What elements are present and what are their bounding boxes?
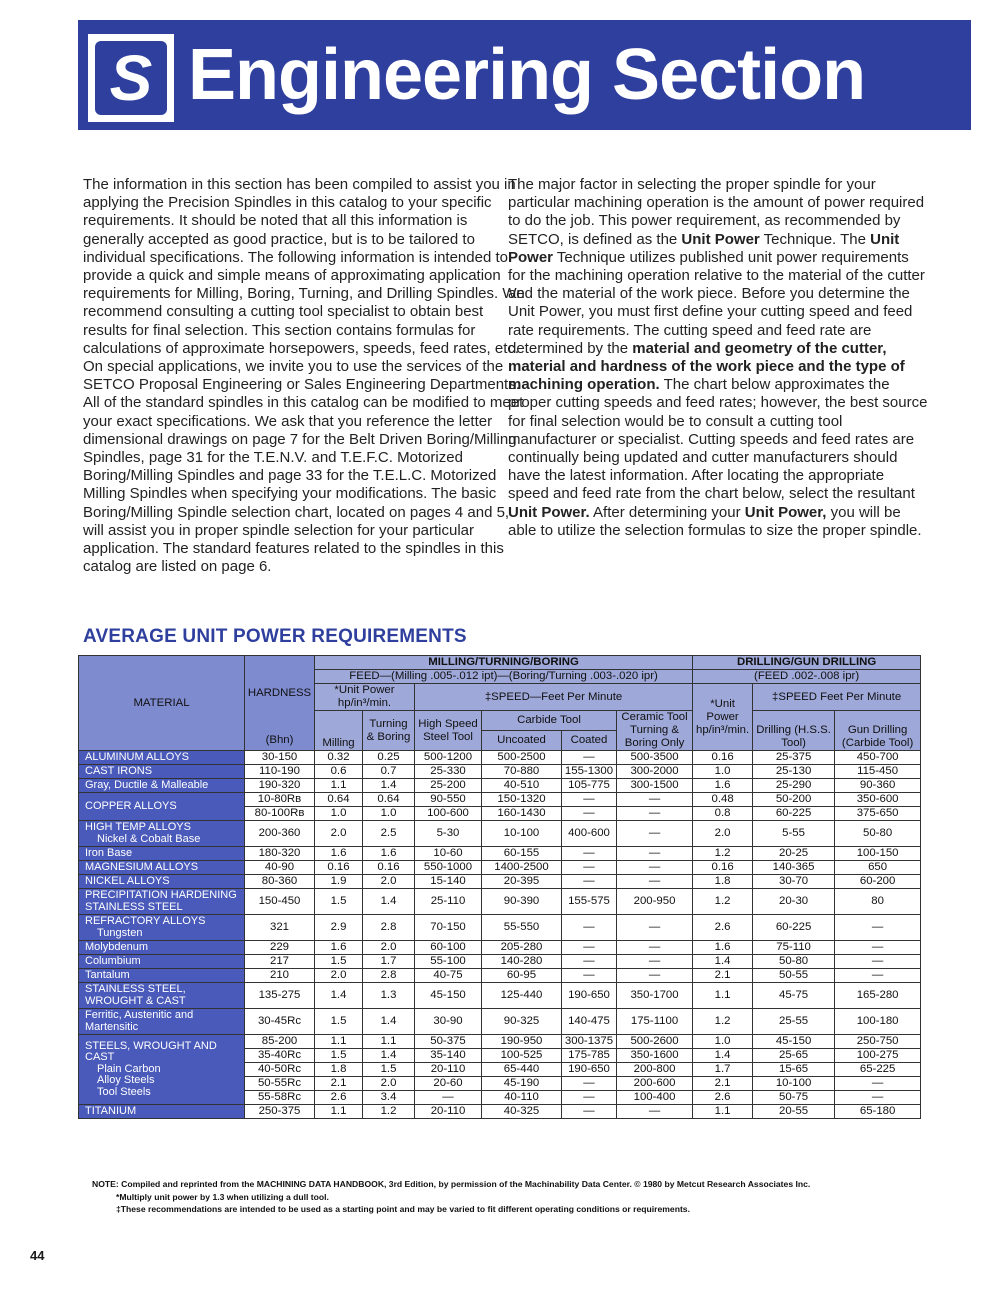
- value-cell: 350-600: [835, 793, 921, 807]
- value-cell: 250-750: [835, 1035, 921, 1049]
- value-cell: 1.1: [315, 1035, 363, 1049]
- value-cell: 5-55: [753, 821, 835, 847]
- hardness-cell: 110-190: [245, 765, 315, 779]
- value-cell: —: [835, 1077, 921, 1091]
- value-cell: —: [562, 969, 617, 983]
- value-cell: 2.9: [315, 915, 363, 941]
- value-cell: —: [562, 751, 617, 765]
- value-cell: 50-75: [753, 1091, 835, 1105]
- material-cell: HIGH TEMP ALLOYS Nickel & Cobalt Base: [79, 821, 245, 847]
- value-cell: 60-100: [415, 941, 482, 955]
- material-cell: Tantalum: [79, 969, 245, 983]
- value-cell: 2.0: [363, 1077, 415, 1091]
- value-cell: 60-200: [835, 875, 921, 889]
- value-cell: —: [617, 969, 693, 983]
- material-cell: STEELS, WROUGHT AND CAST Plain Carbon Alloy Steels Tool Steels: [79, 1035, 245, 1105]
- value-cell: 1.4: [693, 955, 753, 969]
- value-cell: 0.64: [315, 793, 363, 807]
- value-cell: 100-180: [835, 1009, 921, 1035]
- value-cell: 45-150: [415, 983, 482, 1009]
- value-cell: 40-75: [415, 969, 482, 983]
- note-source: NOTE: Compiled and reprinted from the MACHINING DATA HANDBOOK, 3rd Edition, by permission of the Machinability Data Center. © 1980 by Metcut Research Associates Inc.: [92, 1179, 811, 1189]
- table-row: [79, 751, 921, 765]
- header-milling: Milling: [315, 711, 363, 751]
- header-hss-tool: High Speed Steel Tool: [415, 711, 482, 751]
- header-carbide-tool: Carbide Tool: [482, 711, 617, 731]
- header-feed-mtb: FEED—(Milling .005-.012 ipt)—(Boring/Turning .003-.020 ipr): [315, 670, 693, 684]
- value-cell: 3.4: [363, 1091, 415, 1105]
- value-cell: 80: [835, 889, 921, 915]
- hardness-cell: 200-360: [245, 821, 315, 847]
- value-cell: 25-330: [415, 765, 482, 779]
- value-cell: —: [617, 821, 693, 847]
- material-cell: Gray, Ductile & Malleable: [79, 779, 245, 793]
- header-hardness: HARDNESS: [245, 656, 315, 731]
- value-cell: 2.8: [363, 969, 415, 983]
- value-cell: 1.5: [315, 955, 363, 969]
- value-cell: 45-190: [482, 1077, 562, 1091]
- value-cell: 500-2600: [617, 1035, 693, 1049]
- header-banner: [78, 20, 971, 130]
- note-dull-tool: *Multiply unit power by 1.3 when utilizing a dull tool.: [116, 1191, 329, 1202]
- value-cell: —: [562, 1091, 617, 1105]
- value-cell: —: [617, 1105, 693, 1119]
- value-cell: 175-1100: [617, 1009, 693, 1035]
- hardness-cell: 150-450: [245, 889, 315, 915]
- value-cell: 30-90: [415, 1009, 482, 1035]
- value-cell: 0.64: [363, 793, 415, 807]
- value-cell: 2.0: [363, 875, 415, 889]
- value-cell: 1.8: [315, 1063, 363, 1077]
- value-cell: 50-80: [835, 821, 921, 847]
- value-cell: 155-1300: [562, 765, 617, 779]
- hardness-cell: 55-58Rᴄ: [245, 1091, 315, 1105]
- value-cell: 190-650: [562, 1063, 617, 1077]
- value-cell: —: [835, 915, 921, 941]
- header-turning-boring: Turning & Boring: [363, 711, 415, 751]
- value-cell: 0.7: [363, 765, 415, 779]
- value-cell: 20-110: [415, 1063, 482, 1077]
- table-row: [79, 955, 921, 969]
- value-cell: 0.32: [315, 751, 363, 765]
- value-cell: 100-275: [835, 1049, 921, 1063]
- value-cell: 45-150: [753, 1035, 835, 1049]
- value-cell: 65-440: [482, 1063, 562, 1077]
- value-cell: 375-650: [835, 807, 921, 821]
- material-cell: Columbium: [79, 955, 245, 969]
- table-row: [79, 941, 921, 955]
- value-cell: 2.0: [693, 821, 753, 847]
- value-cell: 1.1: [363, 1035, 415, 1049]
- value-cell: 1.1: [693, 1105, 753, 1119]
- value-cell: 100-150: [835, 847, 921, 861]
- value-cell: 400-600: [562, 821, 617, 847]
- header-unit-power: *Unit Power hp/in³/min.: [315, 684, 415, 711]
- value-cell: 650: [835, 861, 921, 875]
- value-cell: 1.0: [315, 807, 363, 821]
- value-cell: 1.4: [315, 983, 363, 1009]
- table-notes: [92, 1178, 810, 1216]
- value-cell: 1.6: [363, 847, 415, 861]
- value-cell: —: [562, 1105, 617, 1119]
- value-cell: 0.16: [693, 861, 753, 875]
- material-cell: Molybdenum: [79, 941, 245, 955]
- value-cell: —: [617, 955, 693, 969]
- value-cell: 1.5: [363, 1063, 415, 1077]
- hardness-cell: 190-320: [245, 779, 315, 793]
- value-cell: 0.25: [363, 751, 415, 765]
- value-cell: 2.1: [693, 1077, 753, 1091]
- value-cell: 15-65: [753, 1063, 835, 1077]
- value-cell: 2.6: [693, 915, 753, 941]
- value-cell: 2.6: [315, 1091, 363, 1105]
- value-cell: 1.1: [315, 1105, 363, 1119]
- value-cell: 1.0: [693, 765, 753, 779]
- table-row: [79, 821, 921, 847]
- value-cell: 60-225: [753, 807, 835, 821]
- hardness-cell: 210: [245, 969, 315, 983]
- value-cell: 30-70: [753, 875, 835, 889]
- value-cell: 300-1375: [562, 1035, 617, 1049]
- value-cell: 100-525: [482, 1049, 562, 1063]
- value-cell: 20-110: [415, 1105, 482, 1119]
- header-ceramic-tool: Ceramic Tool Turning & Boring Only: [617, 711, 693, 751]
- value-cell: 200-950: [617, 889, 693, 915]
- value-cell: 50-55: [753, 969, 835, 983]
- value-cell: 75-110: [753, 941, 835, 955]
- value-cell: —: [835, 941, 921, 955]
- value-cell: 1.0: [363, 807, 415, 821]
- hardness-cell: 30-45Rᴄ: [245, 1009, 315, 1035]
- value-cell: 350-1700: [617, 983, 693, 1009]
- table-row: [79, 969, 921, 983]
- value-cell: 1400-2500: [482, 861, 562, 875]
- table-row: [79, 765, 921, 779]
- value-cell: 2.1: [693, 969, 753, 983]
- value-cell: 500-1200: [415, 751, 482, 765]
- table-row: [79, 1009, 921, 1035]
- value-cell: 2.8: [363, 915, 415, 941]
- value-cell: 350-1600: [617, 1049, 693, 1063]
- value-cell: 1.7: [693, 1063, 753, 1077]
- value-cell: 90-390: [482, 889, 562, 915]
- unit-power-table: [78, 655, 921, 1119]
- table-row: [79, 779, 921, 793]
- value-cell: 25-290: [753, 779, 835, 793]
- value-cell: —: [562, 861, 617, 875]
- value-cell: 0.16: [693, 751, 753, 765]
- value-cell: 70-880: [482, 765, 562, 779]
- value-cell: 500-3500: [617, 751, 693, 765]
- value-cell: 1.4: [363, 779, 415, 793]
- intro-left-paragraph: The information in this section has been compiled to assist you in applying the Precision Spindles in this catalog to your specific requirements. It should be noted that all this information is generally accepted as good practice, but is to be tailored to individual specifications. The following information is intended to provide a quick and simple means of approximating application requirements for Milling, Boring, Turning, and Drilling Spindles. We recommend consulting a cutting tool specialist to obtain best results for final selection. This section contains formulas for calculations of approximate horsepowers, speeds, feed rates, etc. On special applications, we invite you to use the services of the SETCO Proposal Engineering or Sales Engineering Departments. All of the standard spindles in this catalog can be modified to meet your exact specifications. We ask that you reference the letter dimensional drawings on page 7 for the Belt Driven Boring/Milling Spindles, page 31 for the T.E.N.V. and T.E.F.C. Motorized Boring/Milling Spindles and page 33 for the T.E.L.C. Motorized Milling Spindles when specifying your modifications. The basic Boring/Milling Spindle selection chart, located on pages 4 and 5, will assist you in proper spindle selection for your particular application. The standard features related to the spindles in this catalog are listed on page 6.: [83, 176, 525, 576]
- value-cell: —: [562, 847, 617, 861]
- material-cell: NICKEL ALLOYS: [79, 875, 245, 889]
- table-row: [79, 915, 921, 941]
- hardness-cell: 40-90: [245, 861, 315, 875]
- material-cell: PRECIPITATION HARDENING STAINLESS STEEL: [79, 889, 245, 915]
- value-cell: 1.1: [315, 779, 363, 793]
- material-cell: Iron Base: [79, 847, 245, 861]
- table-row: [79, 875, 921, 889]
- value-cell: —: [835, 1091, 921, 1105]
- value-cell: 70-150: [415, 915, 482, 941]
- header-drilling-gun-drilling: DRILLING/GUN DRILLING: [693, 656, 921, 670]
- value-cell: —: [617, 915, 693, 941]
- value-cell: 140-280: [482, 955, 562, 969]
- value-cell: 200-800: [617, 1063, 693, 1077]
- value-cell: 25-200: [415, 779, 482, 793]
- note-recommendations: ‡These recommendations are intended to be used as a starting point and may be varied to fit different operating conditions or requirements.: [116, 1204, 690, 1214]
- value-cell: —: [562, 941, 617, 955]
- value-cell: 500-2500: [482, 751, 562, 765]
- value-cell: 25-110: [415, 889, 482, 915]
- value-cell: 20-25: [753, 847, 835, 861]
- value-cell: 40-510: [482, 779, 562, 793]
- value-cell: 10-100: [753, 1077, 835, 1091]
- header-drilling-hss: Drilling (H.S.S. Tool): [753, 711, 835, 751]
- value-cell: 50-80: [753, 955, 835, 969]
- value-cell: 0.16: [315, 861, 363, 875]
- table-row: [79, 983, 921, 1009]
- value-cell: 10-60: [415, 847, 482, 861]
- value-cell: 65-180: [835, 1105, 921, 1119]
- hardness-cell: 10-80Rʙ: [245, 793, 315, 807]
- material-cell: Ferritic, Austenitic and Martensitic: [79, 1009, 245, 1035]
- value-cell: 450-700: [835, 751, 921, 765]
- value-cell: 0.16: [363, 861, 415, 875]
- value-cell: —: [617, 941, 693, 955]
- value-cell: 1.0: [693, 1035, 753, 1049]
- value-cell: 20-60: [415, 1077, 482, 1091]
- value-cell: 175-785: [562, 1049, 617, 1063]
- material-cell: ALUMINUM ALLOYS: [79, 751, 245, 765]
- hardness-cell: 40-50Rᴄ: [245, 1063, 315, 1077]
- value-cell: 90-550: [415, 793, 482, 807]
- value-cell: 140-475: [562, 1009, 617, 1035]
- header-milling-turning-boring: MILLING/TURNING/BORING: [315, 656, 693, 670]
- material-cell: REFRACTORY ALLOYS Tungsten: [79, 915, 245, 941]
- value-cell: 20-30: [753, 889, 835, 915]
- header-bhn: (Bhn): [245, 731, 315, 751]
- header-speed-dgd: ‡SPEED Feet Per Minute: [753, 684, 921, 711]
- value-cell: 100-600: [415, 807, 482, 821]
- setco-logo: [88, 34, 174, 122]
- value-cell: 40-325: [482, 1105, 562, 1119]
- table-row: [79, 889, 921, 915]
- value-cell: —: [562, 955, 617, 969]
- value-cell: 200-600: [617, 1077, 693, 1091]
- value-cell: 35-140: [415, 1049, 482, 1063]
- value-cell: 2.0: [363, 941, 415, 955]
- value-cell: —: [617, 861, 693, 875]
- value-cell: 20-55: [753, 1105, 835, 1119]
- value-cell: 1.6: [315, 847, 363, 861]
- value-cell: 115-450: [835, 765, 921, 779]
- intro-right-paragraph: The major factor in selecting the proper spindle for your particular machining operation is the amount of power required to do the job. This power requirement, as recommended by SETCO, is defined as the Unit Power Technique. The Unit Power Technique utilizes published unit power requirements for the machining operation relative to the material of the cutter and the material of the work piece. Before you determine the Unit Power, you must first define your cutting speed and feed rate requirements. The cutting speed and feed rate are determined by the material and geometry of the cutter, material and hardness of the work piece and the type of machining operation. The chart below approximates the proper cutting speeds and feed rates; however, the best source for final selection would be to consult a cutting tool manufacturer or specialist. Cutting speeds and feed rates are continually being updated and cutter manufacturers should have the latest information. After locating the appropriate speed and feed rate from the chart below, select the resultant Unit Power. After determining your Unit Power, you will be able to utilize the selection formulas to size the proper spindle.: [508, 176, 928, 539]
- value-cell: 1.4: [363, 1009, 415, 1035]
- value-cell: 50-200: [753, 793, 835, 807]
- value-cell: 15-140: [415, 875, 482, 889]
- value-cell: 90-360: [835, 779, 921, 793]
- value-cell: —: [562, 807, 617, 821]
- value-cell: 25-65: [753, 1049, 835, 1063]
- value-cell: 1.5: [315, 1009, 363, 1035]
- value-cell: 1.8: [693, 875, 753, 889]
- value-cell: 40-110: [482, 1091, 562, 1105]
- hardness-cell: 321: [245, 915, 315, 941]
- table-row: [79, 1035, 921, 1049]
- value-cell: 2.1: [315, 1077, 363, 1091]
- value-cell: —: [835, 969, 921, 983]
- header-material: MATERIAL: [79, 656, 245, 751]
- value-cell: 50-375: [415, 1035, 482, 1049]
- header-speed-mtb: ‡SPEED—Feet Per Minute: [415, 684, 693, 711]
- value-cell: 2.6: [693, 1091, 753, 1105]
- value-cell: 1.5: [315, 889, 363, 915]
- value-cell: —: [562, 875, 617, 889]
- page-title: Engineering Section: [188, 35, 866, 115]
- value-cell: 1.9: [315, 875, 363, 889]
- header-feed-dgd: (FEED .002-.008 ipr): [693, 670, 921, 684]
- hardness-cell: 180-320: [245, 847, 315, 861]
- table-row: [79, 847, 921, 861]
- header-gun-drilling: Gun Drilling (Carbide Tool): [835, 711, 921, 751]
- value-cell: 0.8: [693, 807, 753, 821]
- value-cell: 2.0: [315, 969, 363, 983]
- material-cell: MAGNESIUM ALLOYS: [79, 861, 245, 875]
- hardness-cell: 30-150: [245, 751, 315, 765]
- value-cell: 10-100: [482, 821, 562, 847]
- table-row: [79, 793, 921, 807]
- value-cell: 55-550: [482, 915, 562, 941]
- material-cell: TITANIUM: [79, 1105, 245, 1119]
- hardness-cell: 229: [245, 941, 315, 955]
- hardness-cell: 80-100Rʙ: [245, 807, 315, 821]
- value-cell: 105-775: [562, 779, 617, 793]
- value-cell: —: [415, 1091, 482, 1105]
- value-cell: 155-575: [562, 889, 617, 915]
- value-cell: 1.4: [693, 1049, 753, 1063]
- header-uncoated: Uncoated: [482, 731, 562, 751]
- value-cell: 0.48: [693, 793, 753, 807]
- value-cell: 20-395: [482, 875, 562, 889]
- table-body: [79, 751, 921, 1119]
- value-cell: 5-30: [415, 821, 482, 847]
- page-number: 44: [30, 1248, 45, 1263]
- value-cell: 1.5: [315, 1049, 363, 1063]
- value-cell: 60-155: [482, 847, 562, 861]
- value-cell: 0.6: [315, 765, 363, 779]
- value-cell: 165-280: [835, 983, 921, 1009]
- value-cell: 1.6: [693, 941, 753, 955]
- material-cell: COPPER ALLOYS: [79, 793, 245, 821]
- value-cell: 60-225: [753, 915, 835, 941]
- value-cell: 205-280: [482, 941, 562, 955]
- hardness-cell: 50-55Rᴄ: [245, 1077, 315, 1091]
- header-unit-power-drilling: *Unit Power hp/in³/min.: [693, 684, 753, 751]
- material-cell: CAST IRONS: [79, 765, 245, 779]
- value-cell: 90-325: [482, 1009, 562, 1035]
- value-cell: 125-440: [482, 983, 562, 1009]
- hardness-cell: 135-275: [245, 983, 315, 1009]
- value-cell: 190-650: [562, 983, 617, 1009]
- value-cell: 65-225: [835, 1063, 921, 1077]
- hardness-cell: 35-40Rᴄ: [245, 1049, 315, 1063]
- value-cell: 140-365: [753, 861, 835, 875]
- value-cell: 55-100: [415, 955, 482, 969]
- value-cell: —: [617, 847, 693, 861]
- hardness-cell: 80-360: [245, 875, 315, 889]
- value-cell: 160-1430: [482, 807, 562, 821]
- value-cell: 1.2: [693, 847, 753, 861]
- value-cell: —: [562, 793, 617, 807]
- value-cell: 190-950: [482, 1035, 562, 1049]
- table-row: [79, 861, 921, 875]
- value-cell: 60-95: [482, 969, 562, 983]
- value-cell: 1.2: [693, 1009, 753, 1035]
- value-cell: 300-2000: [617, 765, 693, 779]
- table-title: AVERAGE UNIT POWER REQUIREMENTS: [83, 626, 467, 647]
- value-cell: —: [562, 1077, 617, 1091]
- value-cell: 550-1000: [415, 861, 482, 875]
- value-cell: 300-1500: [617, 779, 693, 793]
- value-cell: 100-400: [617, 1091, 693, 1105]
- value-cell: 2.5: [363, 821, 415, 847]
- value-cell: 25-375: [753, 751, 835, 765]
- value-cell: —: [617, 875, 693, 889]
- header-coated: Coated: [562, 731, 617, 751]
- value-cell: 1.6: [693, 779, 753, 793]
- hardness-cell: 85-200: [245, 1035, 315, 1049]
- value-cell: 2.0: [315, 821, 363, 847]
- table-row: [79, 1105, 921, 1119]
- value-cell: 1.4: [363, 1049, 415, 1063]
- value-cell: —: [617, 807, 693, 821]
- value-cell: 1.3: [363, 983, 415, 1009]
- value-cell: 25-130: [753, 765, 835, 779]
- value-cell: 25-55: [753, 1009, 835, 1035]
- value-cell: 1.2: [693, 889, 753, 915]
- hardness-cell: 250-375: [245, 1105, 315, 1119]
- value-cell: 1.2: [363, 1105, 415, 1119]
- material-cell: STAINLESS STEEL, WROUGHT & CAST: [79, 983, 245, 1009]
- value-cell: —: [617, 793, 693, 807]
- value-cell: 150-1320: [482, 793, 562, 807]
- value-cell: 45-75: [753, 983, 835, 1009]
- value-cell: 1.4: [363, 889, 415, 915]
- logo-letter: S: [109, 42, 153, 114]
- value-cell: —: [562, 915, 617, 941]
- value-cell: 1.6: [315, 941, 363, 955]
- value-cell: 1.7: [363, 955, 415, 969]
- hardness-cell: 217: [245, 955, 315, 969]
- value-cell: 1.1: [693, 983, 753, 1009]
- value-cell: —: [835, 955, 921, 969]
